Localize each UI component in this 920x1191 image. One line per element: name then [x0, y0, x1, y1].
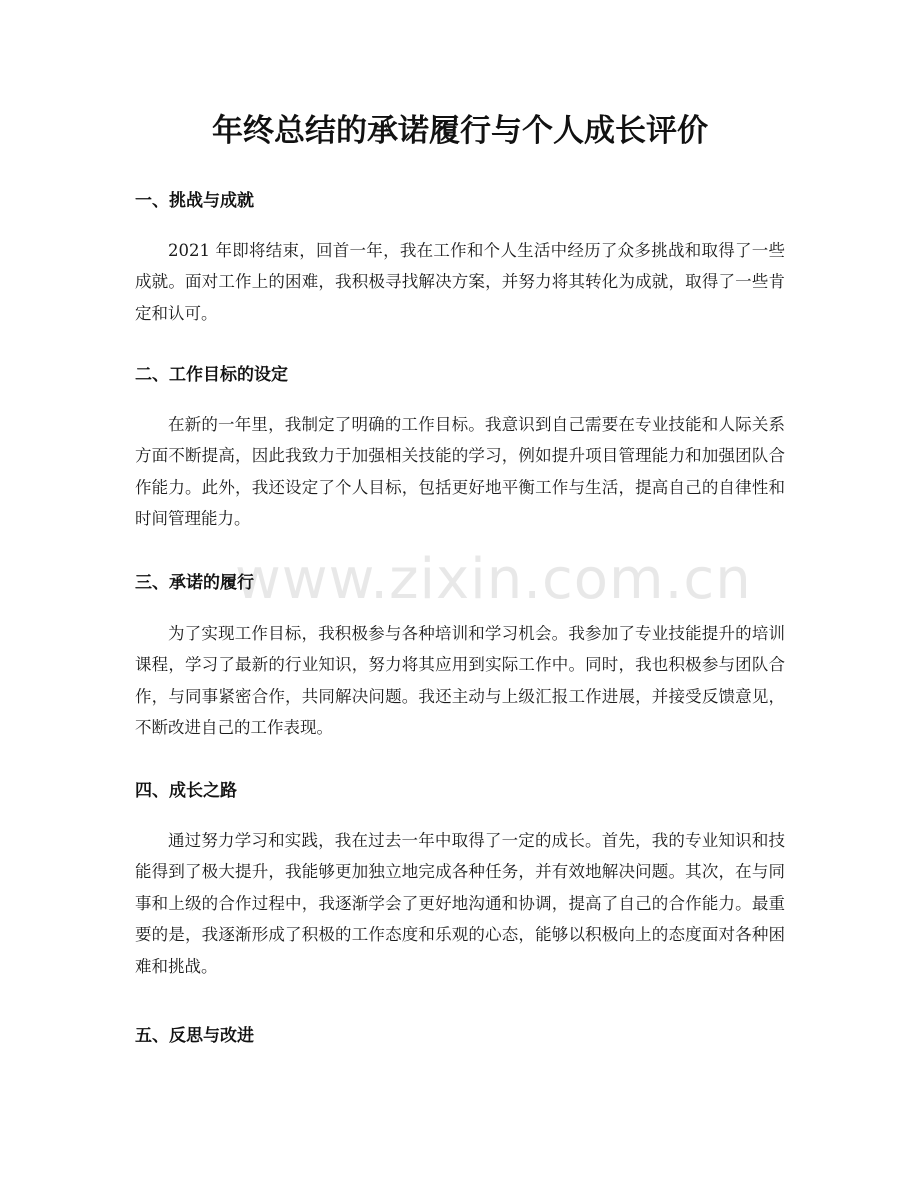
section-paragraph-2: 在新的一年里，我制定了明确的工作目标。我意识到自己需要在专业技能和人际关系方面不断提高，因此我致力于加强相关技能的学习，例如提升项目管理能力和加强团队合作能力。此外，我还设定了个人目标，包括更好地平衡工作与生活，提高自己的自律性和时间管理能力。: [135, 415, 785, 529]
section-heading-1: 一、挑战与成就: [135, 191, 254, 211]
watermark: www.zixin.com.cn: [235, 547, 752, 612]
section-heading-3: 三、承诺的履行: [135, 573, 254, 593]
section-paragraph-3: 为了实现工作目标，我积极参与各种培训和学习机会。我参加了专业技能提升的培训课程，学习了最新的行业知识，努力将其应用到实际工作中。同时，我也积极参与团队合作，与同事紧密合作，共同解决问题。我还主动与上级汇报工作进展，并接受反馈意见，不断改进自己的工作表现。: [135, 624, 785, 738]
section-paragraph-1: 2021 年即将结束，回首一年，我在工作和个人生活中经历了众多挑战和取得了一些成就。面对工作上的困难，我积极寻找解决方案，并努力将其转化为成就，取得了一些肯定和认可。: [135, 241, 785, 323]
document-title: 年终总结的承诺履行与个人成长评价: [212, 113, 708, 149]
section-paragraph-4: 通过努力学习和实践，我在过去一年中取得了一定的成长。首先，我的专业知识和技能得到了极大提升，我能够更加独立地完成各种任务，并有效地解决问题。其次，在与同事和上级的合作过程中，我逐渐学会了更好地沟通和协调，提高了自己的合作能力。最重要的是，我逐渐形成了积极的工作态度和乐观的心态，能够以积极向上的态度面对各种困难和挑战。: [135, 831, 785, 976]
section-heading-2: 二、工作目标的设定: [135, 365, 288, 385]
section-heading-5: 五、反思与改进: [135, 1026, 254, 1046]
section-heading-4: 四、成长之路: [135, 781, 237, 801]
